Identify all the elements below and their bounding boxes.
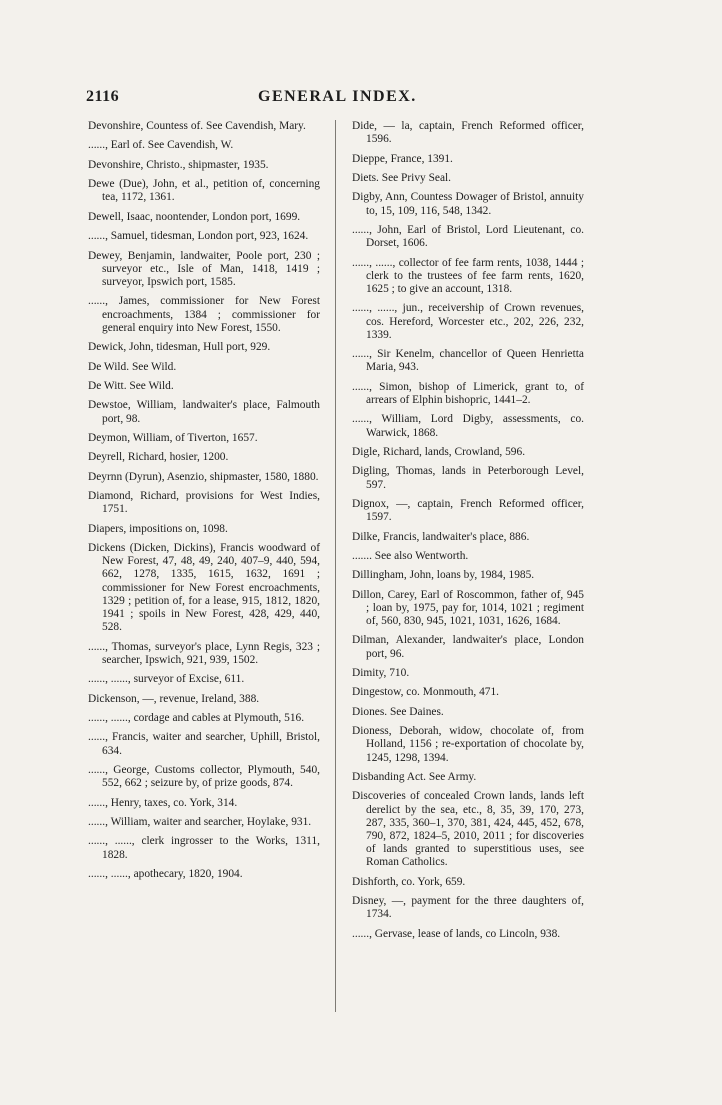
index-entry: Deymon, William, of Tiverton, 1657.	[88, 431, 258, 444]
index-entry: Dewstoe, William, landwaiter's place, Falmouth port, 98.	[88, 399, 323, 425]
page-number: 2116	[86, 88, 120, 105]
index-entry: ......, John, Earl of Bristol, Lord Lieutenant, co. Dorset, 1606.	[352, 223, 587, 250]
index-entry: ......, ......, jun., receivership of Crown revenues, cos. Hereford, Worcester etc., 202, 226, 232, 1339.	[352, 302, 587, 341]
index-entry: Diets. See Privy Seal.	[352, 171, 452, 184]
index-entry: Disbanding Act. See Army.	[352, 771, 477, 784]
index-entry: Dickenson, —, revenue, Ireland, 388.	[88, 692, 260, 705]
index-entry: Dewick, John, tidesman, Hull port, 929.	[88, 341, 271, 354]
index-entry: Digle, Richard, lands, Crowland, 596.	[352, 445, 526, 458]
index-entry: ......, ......, surveyor of Excise, 611.	[88, 673, 245, 686]
index-entry: ......, James, commissioner for New Forest encroachments, 1384 ; commissioner for general enquiry into New Forest, 1550.	[88, 295, 323, 334]
index-entry: De Wild. See Wild.	[88, 360, 177, 373]
index-entry: De Witt. See Wild.	[88, 379, 174, 392]
index-entry: ......, William, waiter and searcher, Hoylake, 931.	[88, 816, 312, 829]
index-entry: Disney, —, payment for the three daughters of, 1734.	[352, 895, 587, 921]
index-entry: ......, Francis, waiter and searcher, Uphill, Bristol, 634.	[88, 731, 323, 757]
index-entry: Devonshire, Countess of. See Cavendish, Mary.	[88, 120, 306, 132]
index-entry: Dewell, Isaac, noontender, London port, 1699.	[88, 210, 301, 223]
index-entry: ......, ......, collector of fee farm rents, 1038, 1444 ; clerk to the trustees of fee farm rents, 1620, 1625 ; to give an account, 1318.	[352, 256, 587, 295]
index-entry: Dimity, 710.	[352, 667, 410, 680]
index-entry: ......, ......, apothecary, 1820, 1904.	[88, 868, 243, 880]
index-entry: ......, George, Customs collector, Plymouth, 540, 552, 662 ; seizure by, of prize goods, 874.	[88, 764, 323, 790]
index-entry: Deyrnn (Dyrun), Asenzio, shipmaster, 1580, 1880.	[88, 470, 319, 483]
index-entry: ....... See also Wentworth.	[352, 549, 469, 562]
index-entry: ......, Earl of. See Cavendish, W.	[88, 139, 234, 152]
index-entry: Diamond, Richard, provisions for West Indies, 1751.	[88, 490, 323, 516]
index-entry: ......, Thomas, surveyor's place, Lynn Regis, 323 ; searcher, Ipswich, 921, 939, 1502.	[88, 640, 323, 666]
index-entry: Dillingham, John, loans by, 1984, 1985.	[352, 569, 535, 582]
index-entry: Dishforth, co. York, 659.	[352, 875, 466, 888]
index-entry: Dillon, Carey, Earl of Roscommon, father of, 945 ; loan by, 1975, pay for, 1014, 1021 ; regiment of, 560, 830, 945, 1021, 1031, 1626, 1684.	[352, 588, 587, 628]
index-entry: Devonshire, Christo., shipmaster, 1935.	[88, 158, 269, 171]
index-entry: ......, Gervase, lease of lands, co Lincoln, 938.	[352, 927, 561, 940]
index-entry: ......, Sir Kenelm, chancellor of Queen Henrietta Maria, 943.	[352, 348, 587, 374]
index-column-right	[352, 120, 587, 947]
index-entry: Dilke, Francis, landwaiter's place, 886.	[352, 530, 530, 543]
index-entry: Dewey, Benjamin, landwaiter, Poole port, 230 ; surveyor etc., Isle of Man, 1418, 1419 ; surveyor, Ipswich port, 1585.	[88, 249, 323, 288]
index-entry: Dide, — la, captain, French Reformed officer, 1596.	[352, 120, 587, 146]
index-column-left	[88, 120, 323, 887]
index-entry: Diapers, impositions on, 1098.	[88, 522, 228, 535]
index-entry: Dingestow, co. Monmouth, 471.	[352, 686, 500, 699]
index-entry: Dioness, Deborah, widow, chocolate of, from Holland, 1156 ; re-exportation of chocolate by, 1245, 1298, 1394.	[352, 725, 587, 764]
index-entry: Digby, Ann, Countess Dowager of Bristol, annuity to, 15, 109, 116, 548, 1342.	[352, 191, 587, 217]
index-entry: Dieppe, France, 1391.	[352, 152, 453, 165]
index-entry: ......, Henry, taxes, co. York, 314.	[88, 796, 238, 809]
index-entry: ......, Simon, bishop of Limerick, grant to, of arrears of Elphin bishopric, 1441–2.	[352, 380, 587, 406]
index-entry: ......, William, Lord Digby, assessments, co. Warwick, 1868.	[352, 413, 587, 439]
index-entry: Dickens (Dicken, Dickins), Francis woodward of New Forest, 47, 48, 49, 240, 407–9, 440, 594, 662, 1278, 1335, 1615, 1632, 1691 ; commissioner for New Forest encroachments, 1329 ; petition of, for a lease, 915, 1812, 1820, 1941 ; spoils in New Forest, 428, 429, 440, 528.	[88, 542, 323, 634]
index-entry: Dignox, —, captain, French Reformed officer, 1597.	[352, 497, 587, 524]
index-entry: Dilman, Alexander, landwaiter's place, London port, 96.	[352, 634, 587, 660]
index-entry: ......, Samuel, tidesman, London port, 923, 1624.	[88, 230, 309, 243]
index-entry: ......, ......, cordage and cables at Plymouth, 516.	[88, 712, 305, 725]
index-entry: Deyrell, Richard, hosier, 1200.	[88, 451, 229, 464]
column-divider	[335, 120, 336, 1012]
index-entry: Dewe (Due), John, et al., petition of, concerning tea, 1172, 1361.	[88, 178, 323, 204]
index-entry: Digling, Thomas, lands in Peterborough Level, 597.	[352, 465, 587, 491]
index-entry: ......, ......, clerk ingrosser to the Works, 1311, 1828.	[88, 835, 323, 861]
index-entry: Discoveries of concealed Crown lands, lands left derelict by the sea, etc., 8, 35, 39, 170, 273, 287, 335, 360–1, 370, 381, 424, 445, 452, 678, 790, 872, 1824–5, 2010, 2011 ; for discoveries of lands granted to superstitious uses, see Roman Catholics.	[352, 790, 587, 869]
running-head: GENERAL INDEX.	[258, 88, 417, 105]
index-entry: Diones. See Daines.	[352, 705, 444, 718]
